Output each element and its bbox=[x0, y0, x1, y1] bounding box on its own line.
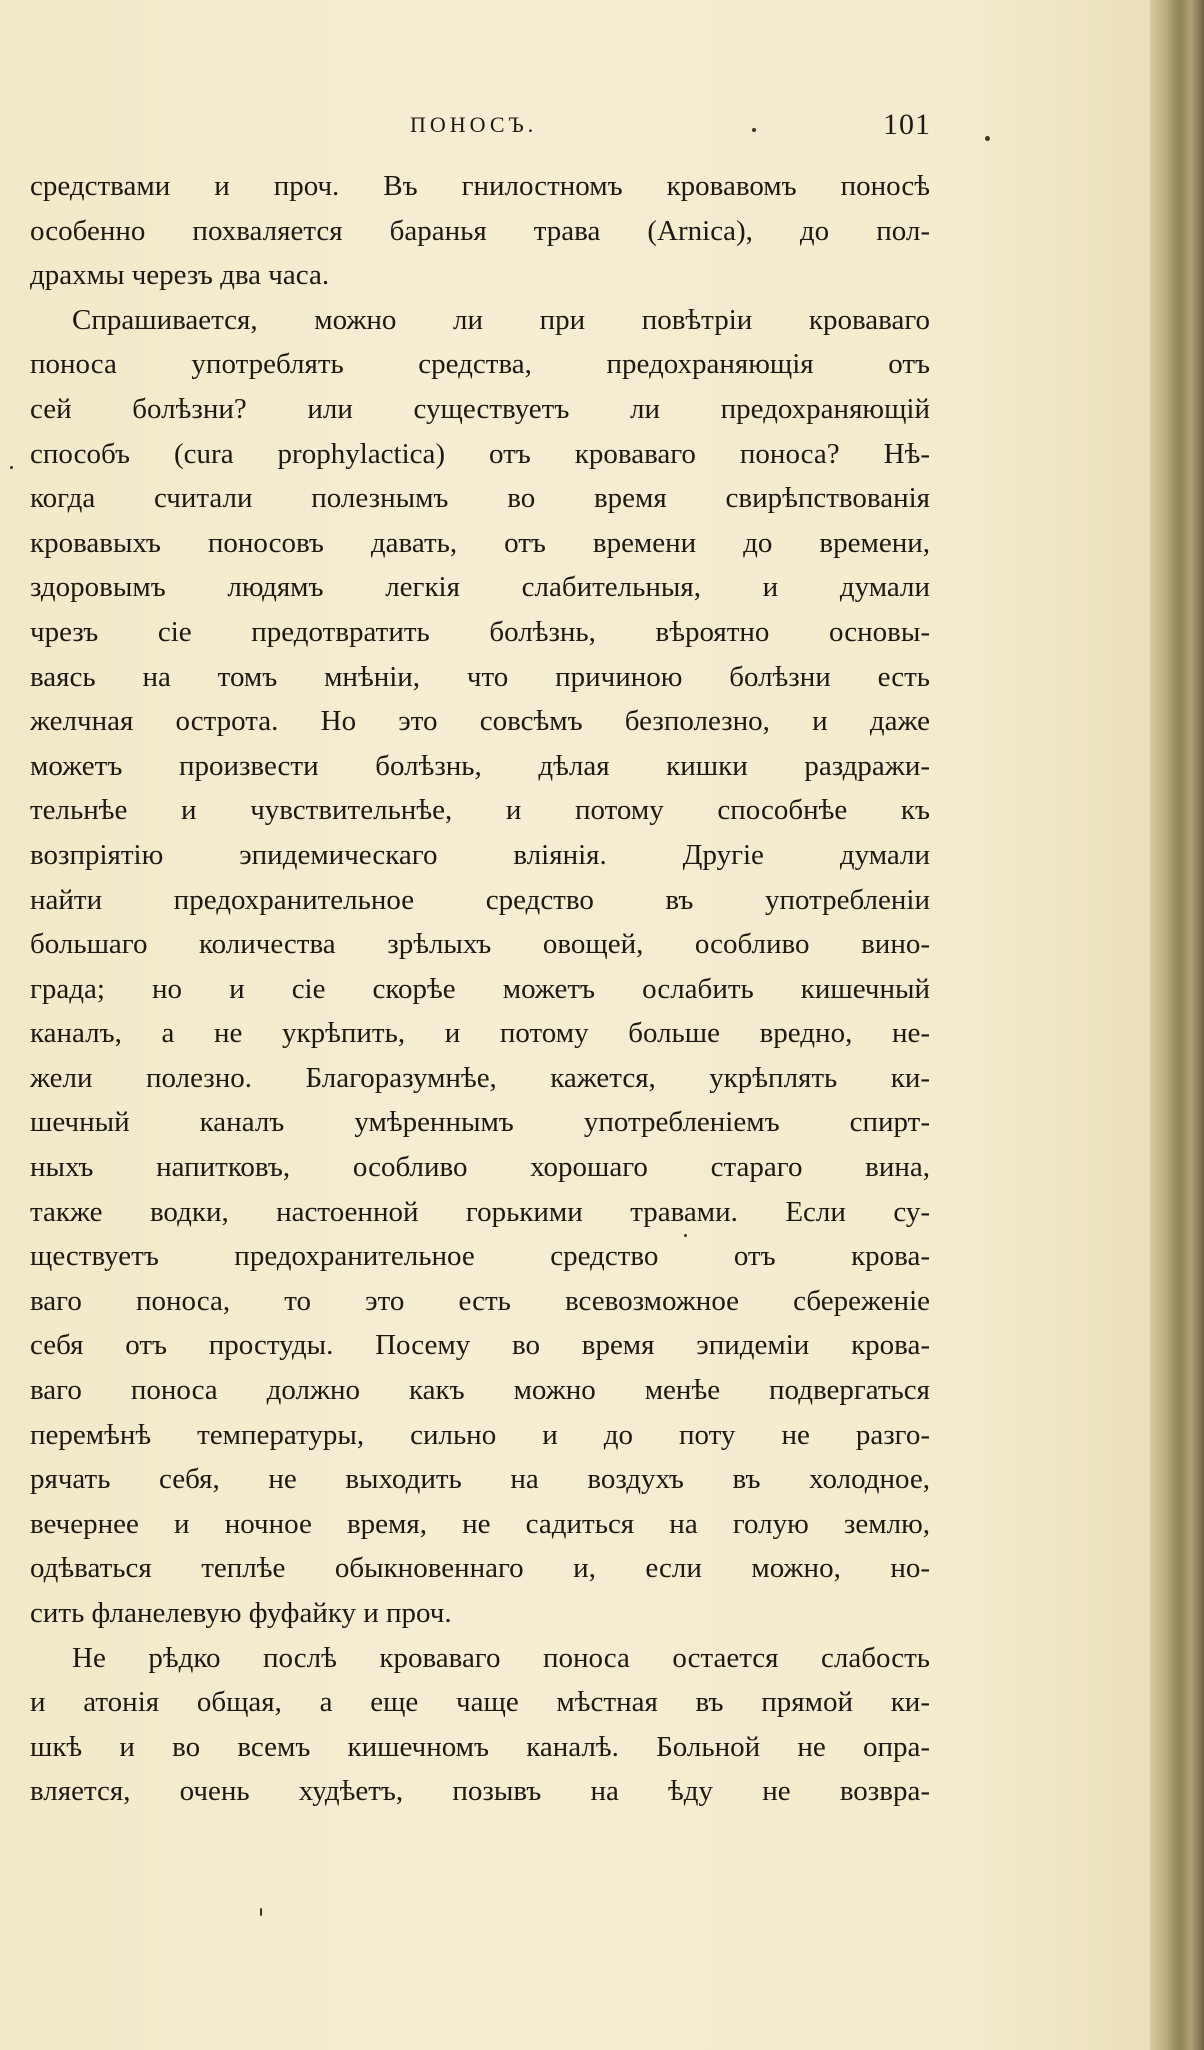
page-edge bbox=[1150, 0, 1204, 2050]
ink-speck bbox=[684, 1234, 687, 1237]
text-line: также водки, настоенной горькими травами. Если су- bbox=[30, 1195, 930, 1228]
text-line: Не рѣдко послѣ кроваваго поноса остается слабость bbox=[72, 1641, 930, 1674]
text-line: вечернее и ночное время, не садиться на голую землю, bbox=[30, 1507, 930, 1540]
text-line: здоровымъ людямъ легкія слабительныя, и думали bbox=[30, 571, 930, 604]
text-line: поноса употреблять средства, предохраняющія отъ bbox=[30, 348, 930, 381]
ink-speck bbox=[10, 466, 13, 469]
text-line: себя отъ простуды. Посему во время эпидеміи крова- bbox=[30, 1329, 930, 1362]
text-line: шкѣ и во всемъ кишечномъ каналѣ. Больной не опра- bbox=[30, 1730, 930, 1763]
text-line: и атонія общая, а еще чаще мѣстная въ прямой ки- bbox=[30, 1686, 930, 1719]
text-line: найти предохранительное средство въ употребленіи bbox=[30, 883, 930, 916]
page-number: 101 bbox=[883, 108, 931, 141]
text-line: ныхъ напитковъ, особливо хорошаго стараго вина, bbox=[30, 1151, 930, 1184]
text-line: тельнѣе и чувствительнѣе, и потому способнѣе къ bbox=[30, 794, 930, 827]
text-line: вляется, очень худѣетъ, позывъ на ѣду не возвра- bbox=[30, 1775, 930, 1808]
text-line: особенно похваляется баранья трава (Arnica), до пол- bbox=[30, 214, 930, 247]
text-line: ваясь на томъ мнѣніи, что причиною болѣзни есть bbox=[30, 660, 930, 693]
text-line: шечный каналъ умѣреннымъ употребленіемъ спирт- bbox=[30, 1106, 930, 1139]
running-head: ПОНОСЪ. bbox=[410, 112, 538, 137]
text-line: сей болѣзни? или существуетъ ли предохраняющій bbox=[30, 392, 930, 425]
text-line: перемѣнѣ температуры, сильно и до поту не разго- bbox=[30, 1418, 930, 1451]
text-line: драхмы черезъ два часа. bbox=[30, 259, 330, 292]
text-line: чрезъ сіе предотвратить болѣзнь, вѣроятно основы- bbox=[30, 615, 930, 648]
text-line: одѣваться теплѣе обыкновеннаго и, если можно, но- bbox=[30, 1552, 930, 1585]
text-line: жели полезно. Благоразумнѣе, кажется, укрѣплять ки- bbox=[30, 1061, 930, 1094]
text-line: можетъ произвести болѣзнь, дѣлая кишки раздражи- bbox=[30, 749, 930, 782]
text-line: града; но и сіе скорѣе можетъ ослабить кишечный bbox=[30, 972, 930, 1005]
text-line: рячать себя, не выходить на воздухъ въ холодное, bbox=[30, 1463, 930, 1496]
text-line: большаго количества зрѣлыхъ овощей, особливо вино- bbox=[30, 928, 930, 961]
ink-speck bbox=[260, 1908, 262, 1916]
text-line: желчная острота. Но это совсѣмъ безполезно, и даже bbox=[30, 705, 930, 738]
text-line: когда считали полезнымъ во время свирѣпствованія bbox=[30, 482, 930, 515]
text-line: ществуетъ предохранительное средство отъ крова- bbox=[30, 1240, 930, 1273]
text-line: возпріятію эпидемическаго вліянія. Другіе думали bbox=[30, 838, 930, 871]
ink-speck bbox=[752, 128, 756, 132]
page-header bbox=[0, 108, 1150, 152]
text-line: Спрашивается, можно ли при повѣтріи кроваваго bbox=[72, 303, 930, 336]
text-line: каналъ, а не укрѣпить, и потому больше вредно, не- bbox=[30, 1017, 930, 1050]
text-line: способъ (cura prophylactica) отъ кроваваго поноса? Нѣ- bbox=[30, 437, 930, 470]
text-line: средствами и проч. Въ гнилостномъ кровавомъ поносѣ bbox=[30, 170, 930, 202]
text-line: сить фланелевую фуфайку и проч. bbox=[30, 1597, 452, 1629]
body-text bbox=[30, 164, 930, 1814]
text-line: кровавыхъ поносовъ давать, отъ времени до времени, bbox=[30, 526, 930, 559]
ink-speck bbox=[985, 136, 990, 141]
text-line: ваго поноса, то это есть всевозможное сбереженіе bbox=[30, 1284, 930, 1317]
text-line: ваго поноса должно какъ можно менѣе подвергаться bbox=[30, 1374, 930, 1407]
